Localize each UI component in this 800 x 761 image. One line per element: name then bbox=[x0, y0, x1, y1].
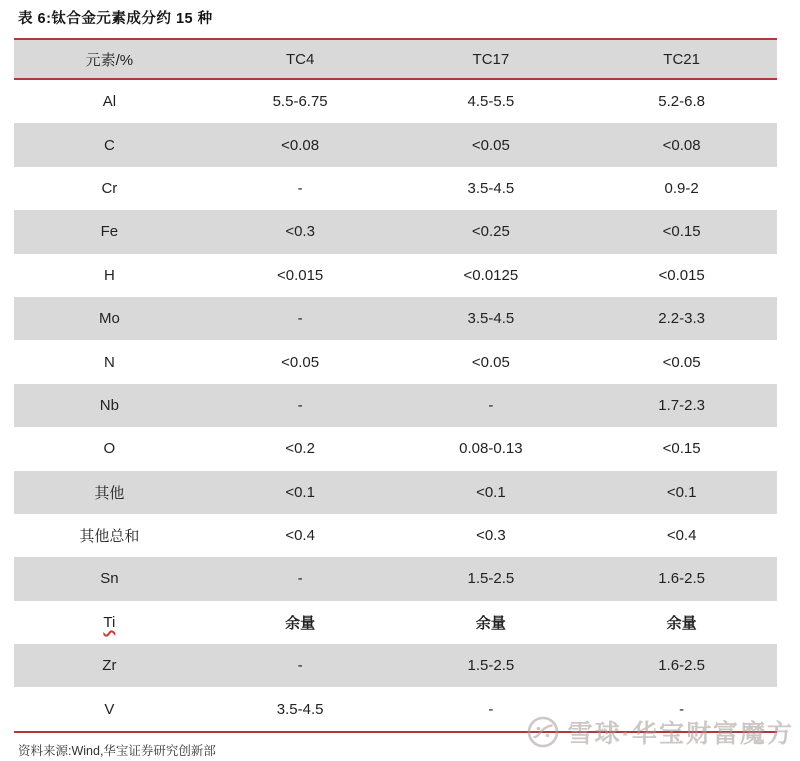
value-cell-tc21: 1.6-2.5 bbox=[658, 570, 705, 588]
value-cell-tc4: <0.08 bbox=[281, 136, 320, 154]
value-cell-tc17: - bbox=[488, 700, 494, 718]
value-cell-tc21: <0.15 bbox=[662, 440, 701, 458]
table-row bbox=[14, 80, 777, 123]
table-row bbox=[14, 123, 777, 166]
table-header-row bbox=[14, 38, 777, 80]
header-tc21: TC21 bbox=[663, 50, 700, 68]
table-row bbox=[14, 427, 777, 470]
value-cell-tc21: - bbox=[679, 700, 685, 718]
value-cell-tc17: <0.05 bbox=[471, 136, 510, 154]
element-cell: Mo bbox=[98, 310, 120, 328]
value-cell-tc4: 余量 bbox=[285, 614, 316, 632]
table-row bbox=[14, 254, 777, 297]
value-cell-tc4: <0.015 bbox=[276, 266, 324, 284]
table-row bbox=[14, 557, 777, 600]
value-cell-tc17: 3.5-4.5 bbox=[467, 179, 515, 197]
value-cell-tc21: 余量 bbox=[666, 614, 697, 632]
table-row bbox=[14, 601, 777, 644]
element-cell: C bbox=[103, 136, 115, 154]
table-row bbox=[14, 340, 777, 383]
table-title: 表 6:钛合金元素成分约 15 种 bbox=[18, 11, 213, 27]
value-cell-tc17: 4.5-5.5 bbox=[467, 93, 515, 111]
value-cell-tc4: <0.2 bbox=[285, 440, 315, 458]
value-cell-tc21: <0.15 bbox=[662, 223, 701, 241]
value-cell-tc17: - bbox=[488, 396, 494, 414]
value-cell-tc4: <0.4 bbox=[285, 527, 315, 545]
value-cell-tc17: 0.08-0.13 bbox=[459, 440, 523, 458]
value-cell-tc21: <0.4 bbox=[666, 527, 697, 545]
table-row bbox=[14, 687, 777, 730]
table-row bbox=[14, 471, 777, 514]
header-tc17: TC17 bbox=[472, 50, 510, 68]
value-cell-tc21: 2.2-3.3 bbox=[658, 310, 705, 328]
element-cell bbox=[14, 614, 205, 631]
value-cell-tc4: 5.5-6.75 bbox=[272, 93, 328, 111]
value-cell-tc17: <0.25 bbox=[471, 223, 510, 241]
value-cell-tc4: - bbox=[297, 657, 303, 675]
table-row bbox=[14, 167, 777, 210]
data-source-note: 资料来源:Wind,华宝证券研究创新部 bbox=[18, 744, 216, 758]
element-cell: O bbox=[103, 440, 116, 458]
value-cell-tc21: <0.1 bbox=[666, 483, 697, 501]
value-cell-tc17: 1.5-2.5 bbox=[467, 657, 515, 675]
table-row bbox=[14, 210, 777, 253]
element-cell: Cr bbox=[101, 179, 118, 197]
value-cell-tc17: <0.0125 bbox=[463, 266, 519, 284]
value-cell-tc21: 1.7-2.3 bbox=[658, 396, 705, 414]
value-cell-tc4: - bbox=[297, 396, 303, 414]
element-cell: V bbox=[104, 700, 115, 718]
header-element: 元素/% bbox=[85, 51, 134, 69]
value-cell-tc4: - bbox=[297, 179, 303, 197]
element-cell: Al bbox=[102, 93, 117, 111]
element-cell: Fe bbox=[100, 223, 119, 241]
value-cell-tc21: <0.05 bbox=[662, 353, 701, 371]
value-cell-tc17: 3.5-4.5 bbox=[467, 310, 515, 328]
value-cell-tc17: <0.1 bbox=[476, 483, 506, 501]
value-cell-tc4: <0.3 bbox=[285, 223, 315, 241]
table-row bbox=[14, 644, 777, 687]
watermark-text: 雪球·华宝财富魔方 bbox=[567, 720, 794, 748]
element-cell: Zr bbox=[102, 657, 117, 675]
value-cell-tc21: 1.6-2.5 bbox=[658, 657, 705, 675]
value-cell-tc17: <0.05 bbox=[471, 353, 510, 371]
value-cell-tc21: <0.08 bbox=[662, 136, 701, 154]
table-row bbox=[14, 514, 777, 557]
element-label-ti: Ti bbox=[103, 613, 116, 631]
element-cell: 其他 bbox=[94, 484, 125, 502]
value-cell-tc21: 5.2-6.8 bbox=[658, 93, 705, 111]
value-cell-tc4: - bbox=[297, 570, 303, 588]
value-cell-tc4: <0.1 bbox=[285, 483, 315, 501]
value-cell-tc4: - bbox=[297, 310, 303, 328]
table-body bbox=[14, 80, 777, 733]
value-cell-tc4: 3.5-4.5 bbox=[276, 700, 324, 718]
value-cell-tc4: <0.05 bbox=[281, 353, 320, 371]
composition-table bbox=[14, 38, 777, 733]
value-cell-tc17: 余量 bbox=[475, 614, 506, 632]
element-cell: Nb bbox=[99, 396, 119, 414]
element-cell: H bbox=[103, 266, 115, 284]
table-row bbox=[14, 384, 777, 427]
value-cell-tc17: <0.3 bbox=[476, 527, 506, 545]
element-cell: N bbox=[103, 353, 115, 371]
value-cell-tc21: <0.015 bbox=[658, 266, 705, 284]
value-cell-tc17: 1.5-2.5 bbox=[467, 570, 515, 588]
header-tc4: TC4 bbox=[285, 50, 315, 68]
table-row bbox=[14, 297, 777, 340]
value-cell-tc21: 0.9-2 bbox=[664, 179, 699, 197]
element-cell: 其他总和 bbox=[79, 528, 140, 546]
element-cell: Sn bbox=[100, 570, 119, 588]
